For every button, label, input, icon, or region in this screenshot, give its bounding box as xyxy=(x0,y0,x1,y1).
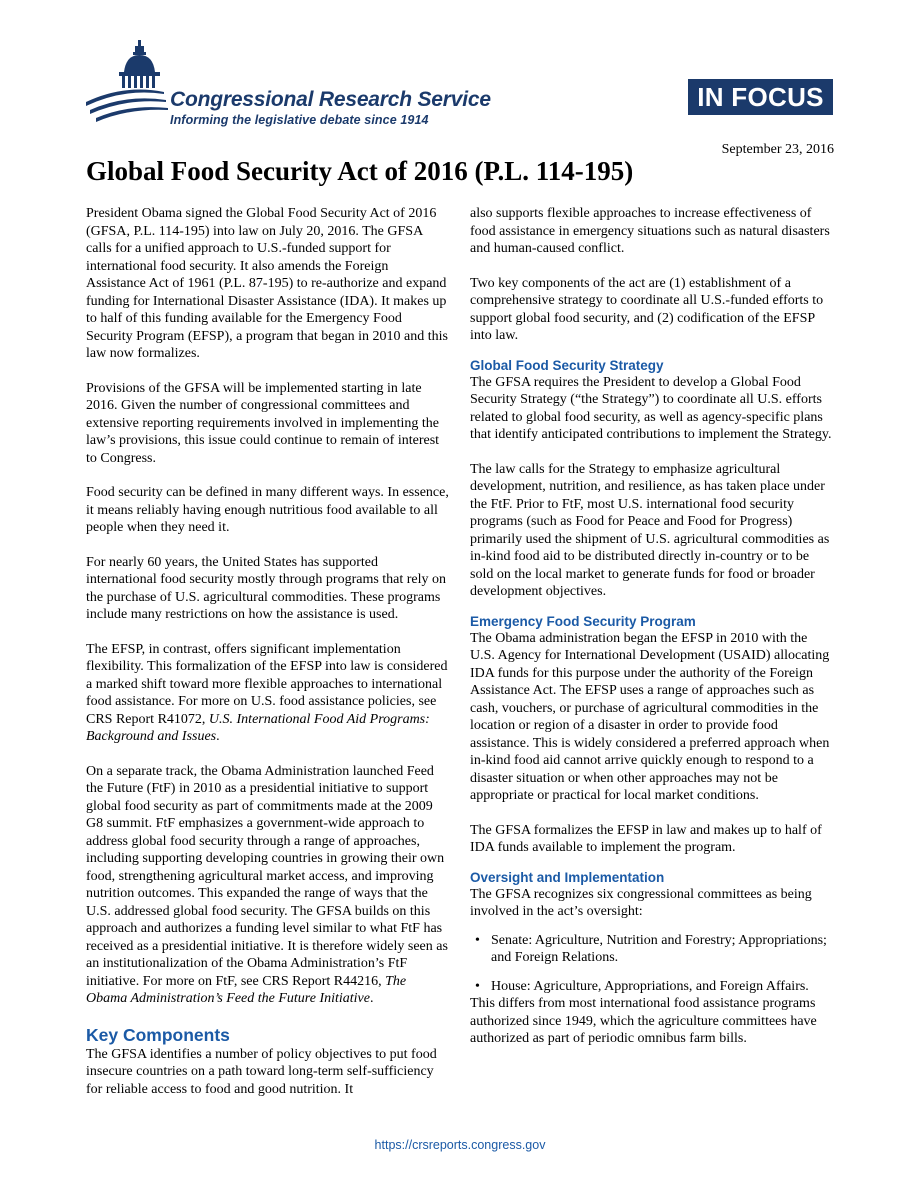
org-name: Congressional Research Service xyxy=(170,88,491,111)
section-heading-efsp: Emergency Food Security Program xyxy=(470,613,696,629)
text-run: . xyxy=(370,991,374,1006)
paragraph: Food security can be defined in many different ways. In essence, it means reliably having enough nutritious food available to all people when they need it. xyxy=(86,485,449,535)
report-title: U.S. International Food Aid Programs: Background and Issues xyxy=(86,711,430,744)
left-column xyxy=(86,205,450,1098)
paragraph: The law calls for the Strategy to emphasize agricultural development, nutrition, and resilience, as has taken place under the FtF. Prior to FtF, most U.S. international food security programs (such as Food for Peace and Food for Progress) primarily used the shipment of U.S. agricultural commodities as in-kind food aid to be distributed directly in-country or to be sold on the local market to generate funds for food or broader development objectives. xyxy=(470,461,830,599)
paragraph: The GFSA formalizes the EFSP in law and makes up to half of IDA funds available to implement the program. xyxy=(470,822,822,855)
paragraph: The GFSA recognizes six congressional committees as being involved in the act’s oversight: xyxy=(470,886,812,919)
paragraph: President Obama signed the Global Food Security Act of 2016 (GFSA, P.L. 114-195) into law on July 20, 2016. The GFSA calls for a unified approach to U.S.-funded support for international food security. It also amends the Foreign Assistance Act of 1961 (P.L. 87-195) to re-authorize and expand funding for International Disaster Assistance (IDA). It makes up to half of this funding available for the Emergency Food Security Program (EFSP), a program that began in 2010 and this law now formalizes. xyxy=(86,206,448,361)
report-title: The Obama Administration’s Feed the Future Initiative xyxy=(86,973,407,1006)
paragraph xyxy=(86,763,450,1008)
section-heading-key-components: Key Components xyxy=(86,1024,230,1045)
paragraph: The Obama administration began the EFSP in 2010 with the U.S. Agency for International Development (USAID) allocating IDA funds for this purpose under the authority of the Foreign Assistance Act. The EFSP uses a range of approaches such as cash, vouchers, or purchase of agricultural commodities in the location or region of a disaster in order to provide food assistance. This is widely considered a preferred approach when in-kind food aid cannot arrive quickly enough to respond to a disaster situation or when other approaches may not be appropriate or practical for local market conditions. xyxy=(470,630,830,803)
org-tagline: Informing the legislative debate since 1914 xyxy=(170,113,429,127)
paragraph: Provisions of the GFSA will be implemented starting in late 2016. Given the number of congressional committees and extensive reporting requirements involved in implementing the law’s provisions, this issue could continue to remain of interest to Congress. xyxy=(86,380,440,466)
committee-list xyxy=(470,932,834,996)
section-heading-strategy: Global Food Security Strategy xyxy=(470,357,664,373)
right-column xyxy=(470,205,834,1048)
text-run: On a separate track, the Obama Administration launched Feed the Future (FtF) in 2010 as a presidential initiative to support global food security as part of commitments made at the 2009 G8 summit. FtF emphasizes a government-wide approach to address global food security through a range of approaches, including supporting developing countries in growing their own food, strengthening agricultural market access, and improving nutrition outcomes. This expanded the range of ways that the U.S. addressed global food security. The GFSA builds on this approach and authorizes a funding level similar to what FtF has received as a presidential initiative. It is therefore widely seen as an institutionalization of the Obama Administration’s FtF initiative. For more on FtF, see CRS Report R44216, xyxy=(86,763,448,989)
paragraph: For nearly 60 years, the United States has supported international food security mostly through programs that rely on the purchase of U.S. agricultural commodities. These programs include many restrictions on how the assistance is used. xyxy=(86,554,447,622)
text-run: The EFSP, in contrast, offers significant implementation flexibility. This formalization of the EFSP into law is considered a marked shift toward more flexible approaches to international food assistance. For more on U.S. food assistance policies, see CRS Report R41072, xyxy=(86,641,448,727)
paragraph: This differs from most international food assistance programs authorized since 1949, which the agriculture committees have authorized as part of periodic omnibus farm bills. xyxy=(470,996,817,1046)
list-item: • Senate: Agriculture, Nutrition and Forestry; Appropriations; and Foreign Relations. xyxy=(470,932,834,967)
paragraph: Two key components of the act are (1) establishment of a comprehensive strategy to coordinate all U.S.-funded efforts to support global food security, and (2) codification of the EFSP into law. xyxy=(470,275,824,343)
document-title: Global Food Security Act of 2016 (P.L. 114-195) xyxy=(86,156,634,186)
footer-url-link[interactable]: https://crsreports.congress.gov xyxy=(374,1138,546,1152)
text-run: . xyxy=(216,729,220,744)
paragraph: The GFSA requires the President to develop a Global Food Security Strategy (“the Strategy”) to coordinate all U.S. efforts related to global food security, as well as agency-specific plans that identify anticipated contributions to implement the Strategy. xyxy=(470,374,832,442)
paragraph xyxy=(86,641,450,746)
paragraph: also supports flexible approaches to increase effectiveness of food assistance in emergency situations such as natural disasters and human-caused conflict. xyxy=(470,206,830,256)
paragraph: The GFSA identifies a number of policy objectives to put food insecure countries on a path toward long-term self-sufficiency for reliable access to food and good nutrition. It xyxy=(86,1046,437,1097)
in-focus-badge: IN FOCUS xyxy=(688,79,833,115)
org-branding xyxy=(170,88,491,127)
list-item: • House: Agriculture, Appropriations, and Foreign Affairs. xyxy=(470,978,834,996)
section-heading-oversight: Oversight and Implementation xyxy=(470,869,665,885)
publication-date: September 23, 2016 xyxy=(721,142,834,157)
